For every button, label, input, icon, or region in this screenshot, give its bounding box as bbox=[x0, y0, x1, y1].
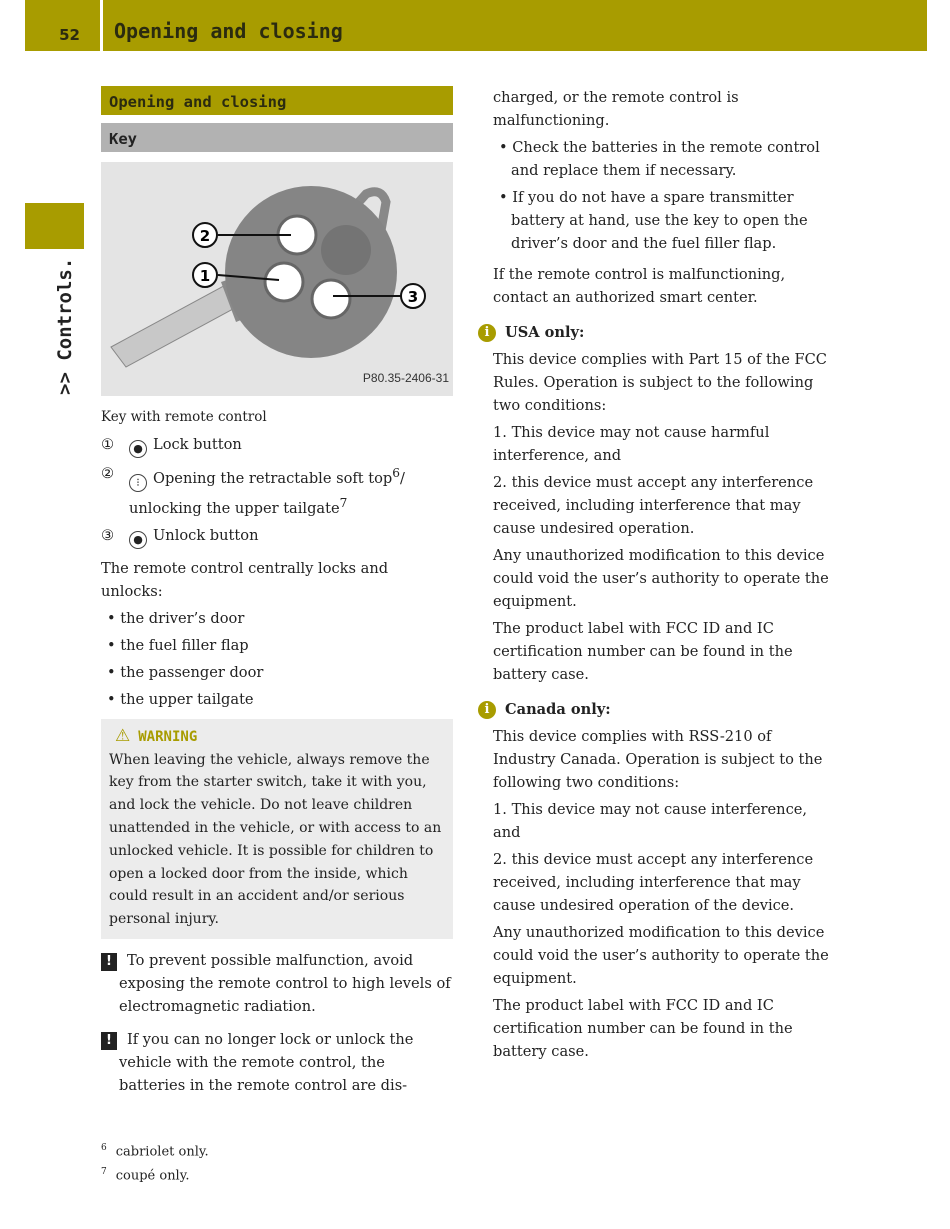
list-item: • the passenger door bbox=[101, 661, 453, 684]
footnote-text: coupé only. bbox=[115, 1168, 190, 1184]
continued-text: charged, or the remote control is malfunctioning. bbox=[493, 89, 739, 129]
page-number: 52 bbox=[25, 0, 100, 51]
legend-item bbox=[101, 462, 453, 520]
usa-heading bbox=[478, 321, 833, 344]
section-heading: Opening and closing bbox=[101, 86, 453, 115]
page-title: Opening and closing bbox=[103, 0, 927, 51]
unlock-button bbox=[312, 280, 350, 318]
lock-icon: ● bbox=[129, 440, 147, 458]
callout-2 bbox=[193, 223, 217, 247]
paragraph: Any unauthorized modification to this device could void the user’s authority to operate the equipment. bbox=[493, 924, 829, 987]
right-column bbox=[478, 86, 833, 1063]
paragraph: Any unauthorized modification to this device could void the user’s authority to operate the equipment. bbox=[493, 547, 829, 610]
footnote bbox=[101, 1138, 209, 1162]
list-item: • the fuel filler flap bbox=[101, 634, 453, 657]
svg-text:2: 2 bbox=[199, 227, 211, 245]
key-illustration bbox=[101, 162, 453, 396]
note-text: To prevent possible malfunction, avoid exposing the remote control to high levels of electromagnetic radiation. bbox=[119, 951, 451, 1015]
left-column bbox=[101, 86, 453, 1097]
callout-1 bbox=[193, 263, 217, 287]
key-figure bbox=[101, 162, 453, 396]
legend-item bbox=[101, 433, 453, 458]
paragraph: 1. This device may not cause harmful interference, and bbox=[493, 424, 770, 464]
paragraph: The product label with FCC ID and IC certification number can be found in the battery case. bbox=[493, 620, 793, 683]
soft-top-icon: ⁝ bbox=[129, 474, 147, 492]
note bbox=[101, 949, 453, 1018]
list-item: • the upper tailgate bbox=[101, 688, 453, 711]
paragraph: This device complies with RSS-210 of Industry Canada. Operation is subject to the following two conditions: bbox=[493, 728, 823, 791]
list-item: • If you do not have a spare transmitter battery at hand, use the key to open the driver’s door and the fuel filler flap. bbox=[493, 186, 833, 255]
item-number: ③ bbox=[101, 526, 115, 544]
footnote bbox=[101, 1162, 209, 1186]
exclamation-icon: ! bbox=[101, 953, 117, 971]
section-tab bbox=[25, 203, 84, 249]
warning-box bbox=[101, 719, 453, 939]
unlock-icon: ● bbox=[129, 531, 147, 549]
item-text: Unlock button bbox=[153, 526, 259, 544]
footnote-text: cabriolet only. bbox=[115, 1144, 209, 1160]
item-text: Lock button bbox=[153, 436, 242, 453]
paragraph: 1. This device may not cause interference, and bbox=[493, 801, 808, 841]
footnote-number: 7 bbox=[101, 1167, 107, 1178]
footnote-ref: 6 bbox=[392, 466, 401, 480]
door-list bbox=[101, 607, 453, 711]
note-text: If you can no longer lock or unlock the vehicle with the remote control, the batteries in the remote control are dis- bbox=[119, 1030, 414, 1094]
canada-text bbox=[478, 725, 833, 1063]
item-number: ② bbox=[101, 465, 115, 482]
usa-text bbox=[478, 348, 833, 686]
warning-icon: ⚠ bbox=[115, 725, 131, 746]
svg-text:1: 1 bbox=[199, 267, 211, 285]
footnotes bbox=[101, 1138, 209, 1187]
info-icon: i bbox=[478, 324, 496, 342]
info-icon: i bbox=[478, 701, 496, 719]
intro-text: The remote control centrally locks and unlocks: bbox=[101, 559, 389, 600]
footnote-number: 6 bbox=[101, 1143, 107, 1153]
battery-list bbox=[478, 136, 833, 255]
figure-caption: Key with remote control bbox=[101, 409, 267, 425]
paragraph: 2. this device must accept any interference received, including interference that may cause undesired operation of the device. bbox=[493, 851, 814, 914]
paragraph: The product label with FCC ID and IC certification number can be found in the battery case. bbox=[493, 997, 793, 1060]
lock-button bbox=[265, 263, 303, 301]
list-item: • the driver’s door bbox=[101, 607, 453, 630]
item-number: ① bbox=[101, 436, 115, 453]
list-item: • Check the batteries in the remote control and replace them if necessary. bbox=[493, 136, 833, 182]
paragraph: 2. this device must accept any interference received, including interference that may cause undesired operation. bbox=[493, 474, 814, 537]
contact-text: If the remote control is malfunctioning, contact an authorized smart center. bbox=[493, 266, 786, 306]
footnote-ref: 7 bbox=[339, 495, 348, 510]
subsection-heading: Key bbox=[101, 123, 453, 152]
item-text: Opening the retractable soft top bbox=[153, 469, 393, 487]
heading-text: USA only: bbox=[505, 324, 585, 341]
heading-text: Canada only: bbox=[505, 701, 611, 718]
paragraph: This device complies with Part 15 of the FCC Rules. Operation is subject to the following two conditions: bbox=[493, 351, 827, 414]
figure-code: P80.35-2406-31 bbox=[362, 371, 449, 385]
warning-title: WARNING bbox=[138, 728, 198, 745]
side-label: >> Controls. bbox=[54, 257, 76, 395]
canada-heading bbox=[478, 698, 833, 721]
exclamation-icon: ! bbox=[101, 1032, 117, 1050]
callout-3 bbox=[401, 284, 425, 308]
warning-text: When leaving the vehicle, always remove the key from the starter switch, take it with you, and lock the vehicle. Do not leave children unattended in the vehicle, or with access to an unlocked vehicle. It is possible for children to open a locked door from the inside, which could result in an accident and/or serious personal injury. bbox=[109, 751, 442, 928]
note bbox=[101, 1028, 453, 1097]
legend-item bbox=[101, 524, 453, 549]
svg-text:3: 3 bbox=[407, 288, 419, 306]
item-text: / unlocking the upper tailgate bbox=[129, 469, 405, 517]
